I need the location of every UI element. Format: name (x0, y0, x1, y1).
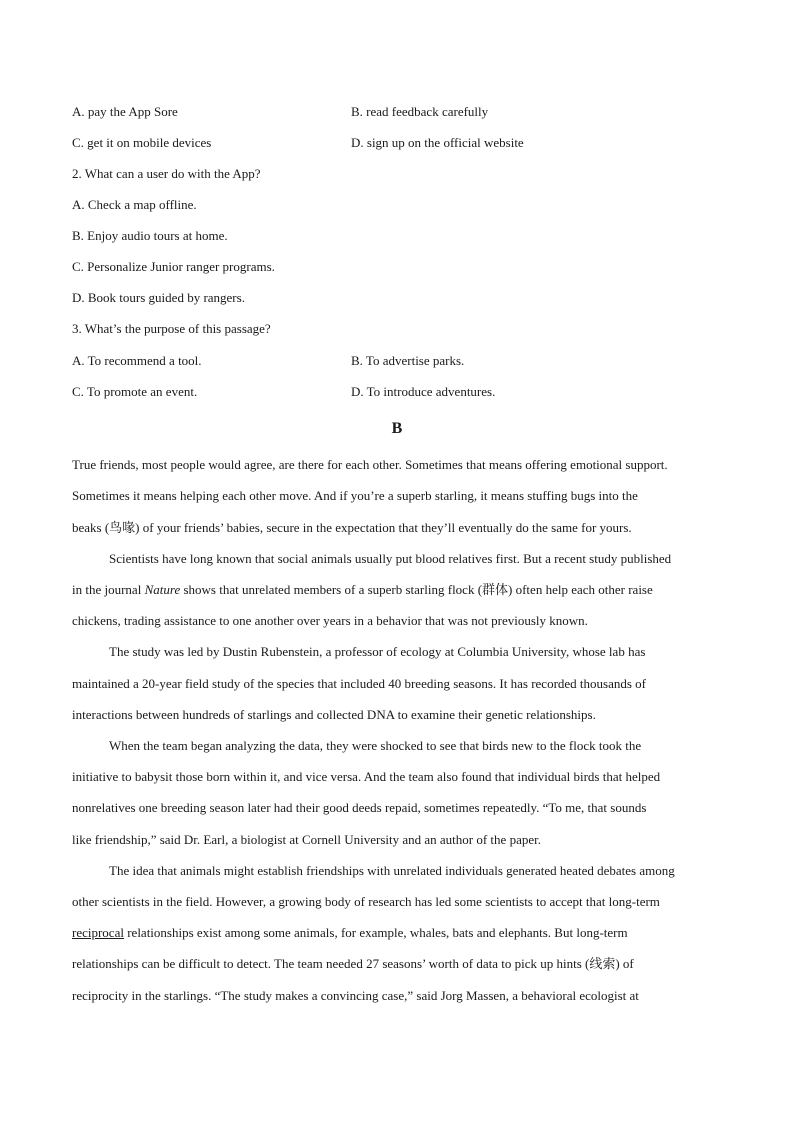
paragraph-4-line-1: When the team began analyzing the data, they were shocked to see that birds new to the flock took the (109, 738, 642, 753)
paragraph-4-line-2: initiative to babysit those born within it, and vice versa. And the team also found that individual birds that helped (72, 769, 661, 784)
paragraph-2-line-1: Scientists have long known that social animals usually put blood relatives first. But a recent study published (109, 551, 672, 566)
paragraph-1-line-2: Sometimes it means helping each other move. And if you’re a superb starling, it means stuffing bugs into the (72, 488, 638, 503)
paragraph-3-line-1: The study was led by Dustin Rubenstein, a professor of ecology at Columbia University, whose lab has (109, 644, 646, 659)
section-heading: B (391, 420, 403, 437)
paragraph-5-line-3 (72, 924, 628, 942)
paragraph-5-line-4: relationships can be difficult to detect. The team needed 27 seasons’ worth of data to pick up hints (线索) of (72, 956, 634, 971)
paragraph-5-text: relationships exist among some animals, for example, whales, bats and elephants. But long-term (123, 925, 628, 940)
q1-option-b: B. read feedback carefully (351, 104, 489, 119)
paragraph-2-line-2 (72, 581, 653, 599)
paragraph-3-line-2: maintained a 20-year field study of the species that included 40 breeding seasons. It has recorded thousands of (72, 676, 646, 691)
q2-option-d: D. Book tours guided by rangers. (72, 290, 245, 305)
q3-option-d: D. To introduce adventures. (351, 384, 496, 399)
q1-option-d: D. sign up on the official website (351, 135, 524, 150)
paragraph-2-text: in the journal (72, 582, 145, 597)
paragraph-3-line-3: interactions between hundreds of starlings and collected DNA to examine their genetic relationships. (72, 707, 596, 722)
q1-option-c: C. get it on mobile devices (72, 135, 212, 150)
q3-stem: 3. What’s the purpose of this passage? (72, 321, 271, 336)
paragraph-5-line-2: other scientists in the field. However, a growing body of research has led some scientists to accept that long-term (72, 894, 660, 909)
journal-name: Nature (144, 582, 181, 597)
paragraph-1-line-1: True friends, most people would agree, are there for each other. Sometimes that means offering emotional support. (72, 457, 668, 472)
q2-option-c: C. Personalize Junior ranger programs. (72, 259, 275, 274)
q2-option-b: B. Enjoy audio tours at home. (72, 228, 228, 243)
paragraph-1-line-3: beaks (鸟喙) of your friends’ babies, secure in the expectation that they’ll eventually do the same for yours. (72, 520, 632, 535)
paragraph-5-line-5: reciprocity in the starlings. “The study makes a convincing case,” said Jorg Massen, a behavioral ecologist at (72, 988, 639, 1003)
paragraph-2-line-3: chickens, trading assistance to one another over years in a behavior that was not previously known. (72, 613, 588, 628)
paragraph-2-text: shows that unrelated members of a superb starling flock (群体) often help each other raise (180, 582, 653, 597)
paragraph-4-line-4: like friendship,” said Dr. Earl, a biologist at Cornell University and an author of the paper. (72, 832, 541, 847)
q3-option-a: A. To recommend a tool. (72, 353, 202, 368)
underlined-word: reciprocal (72, 925, 124, 940)
q2-stem: 2. What can a user do with the App? (72, 166, 261, 181)
q2-option-a: A. Check a map offline. (72, 197, 197, 212)
q3-option-b: B. To advertise parks. (351, 353, 465, 368)
q1-option-a: A. pay the App Sore (72, 104, 178, 119)
paragraph-4-line-3: nonrelatives one breeding season later had their good deeds repaid, sometimes repeatedly. “To me, that sounds (72, 800, 647, 815)
q3-option-c: C. To promote an event. (72, 384, 198, 399)
paragraph-5-line-1: The idea that animals might establish friendships with unrelated individuals generated heated debates among (109, 863, 675, 878)
